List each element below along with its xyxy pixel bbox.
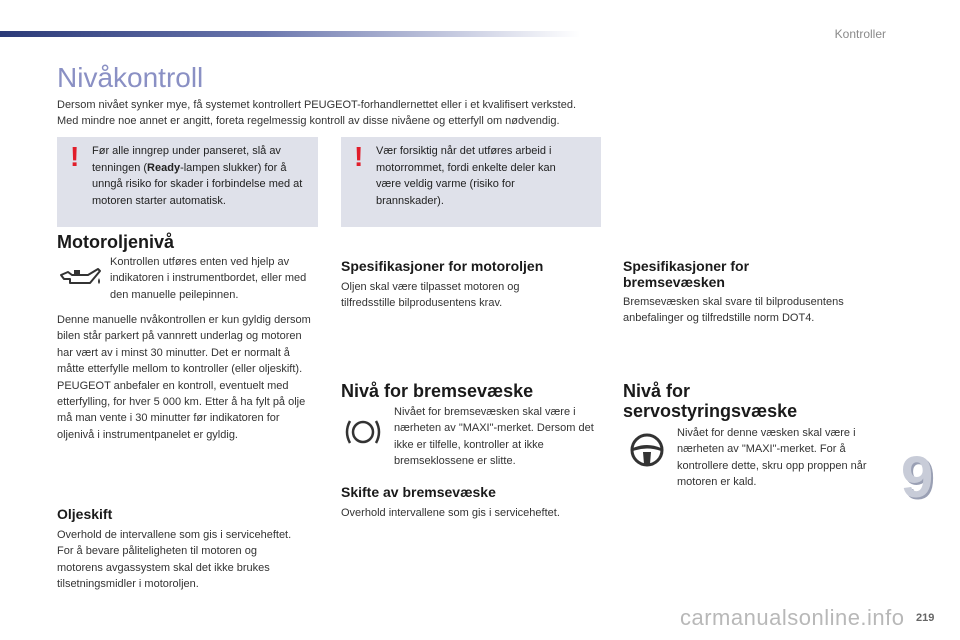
brake-spec-body: Bremsevæsken skal svare til bilprodusentens anbefalinger og tilfredstille norm DOT4. [623, 296, 844, 325]
intro-line-2: Med mindre noe annet er angitt, foreta regelmessig kontroll av disse nivåene og etterfyll om nødvendig. [57, 115, 560, 127]
warning-text: Vær forsiktig når det utføres arbeid i motorrommet, fordi enkelte deler kan være veldig varme (risiko for brannskader). [376, 145, 556, 207]
steering-level-body: Nivået for denne væsken skal være i nærheten av "MAXI"-merket. For å kontrollere dette, skru opp proppen når motoren er kald. [677, 427, 867, 489]
warning-text-pre: Før alle inngrep under panseret, slå av tenningen ( [92, 145, 281, 174]
oil-level-icon-text: Kontrollen utføres enten ved hjelp av indikatoren i instrumentbordet, eller med den manuelle peilepinnen. [110, 256, 307, 301]
warning-box-hot [341, 137, 601, 227]
oil-level-heading: Motoroljenivå [57, 232, 175, 252]
warning-icon: ! [354, 141, 364, 172]
ready-label: Ready [147, 161, 181, 174]
brake-level-body: Nivået for bremsevæsken skal være i nærheten av "MAXI"-merket. Dersom det ikke er tilfelle, kontroller at ikke bremseklossene er slitte. [394, 406, 594, 468]
oil-can-icon [58, 266, 102, 292]
brake-change-heading: Skifte av bremsevæske [341, 484, 496, 500]
intro-line-1: Dersom nivået synker mye, få systemet kontrollert PEUGEOT-forhandlernettet eller i et kvalifisert verksted. [57, 99, 577, 111]
intro-text [57, 97, 917, 129]
oil-change-body: Overhold de intervallene som gis i serviceheftet. For å bevare påliteligheten til motoren og motorens avgassystem skal det ikke brukes tilsetningsmidler i motoroljen. [57, 529, 292, 591]
chapter-number: 9 [901, 445, 934, 510]
header-bar [0, 31, 580, 37]
steering-level-heading: Nivå for servostyringsvæske [623, 381, 798, 421]
page-number: 219 [916, 612, 935, 624]
brake-change-body: Overhold intervallene som gis i serviceheftet. [341, 507, 560, 519]
oil-spec-body: Oljen skal være tilpasset motoren og tilfredsstille bilprodusentens krav. [341, 281, 520, 310]
warning-text [92, 143, 307, 209]
brake-spec-heading: Spesifikasjoner for bremsevæsken [623, 258, 750, 290]
page-title: Nivåkontroll [57, 62, 204, 93]
oil-level-body: Denne manuelle nvåkontrollen er kun gyldig dersom bilen står parkert på vannrett underlag og motoren har vært av i minst 30 minutter. Det er normalt å måtte etterfylle mellom to kontroller (eller oljeskift). PEUGEOT anbefaler en kontroll, eventuelt med etterfylling, for hver 5 000 km. Etter å ha fylt på olje må man vente i 30 minutter før indikatoren for oljenivå i instrumentpanelet er gyldig. [57, 314, 311, 441]
brake-level-heading: Nivå for bremsevæske [341, 381, 534, 401]
brake-warning-icon [343, 416, 383, 448]
warning-icon: ! [70, 141, 80, 172]
warning-text-post: -lampen slukker) for å unngå risiko for skader i forbindelse med at motoren starter automatisk. [92, 161, 303, 207]
oil-change-heading: Oljeskift [57, 506, 113, 522]
section-label: Kontroller [834, 27, 886, 41]
oil-spec-heading: Spesifikasjoner for motoroljen [341, 258, 544, 274]
watermark: carmanualsonline.info [680, 605, 905, 630]
steering-wheel-icon [626, 432, 668, 468]
warning-box-ready [57, 137, 318, 227]
